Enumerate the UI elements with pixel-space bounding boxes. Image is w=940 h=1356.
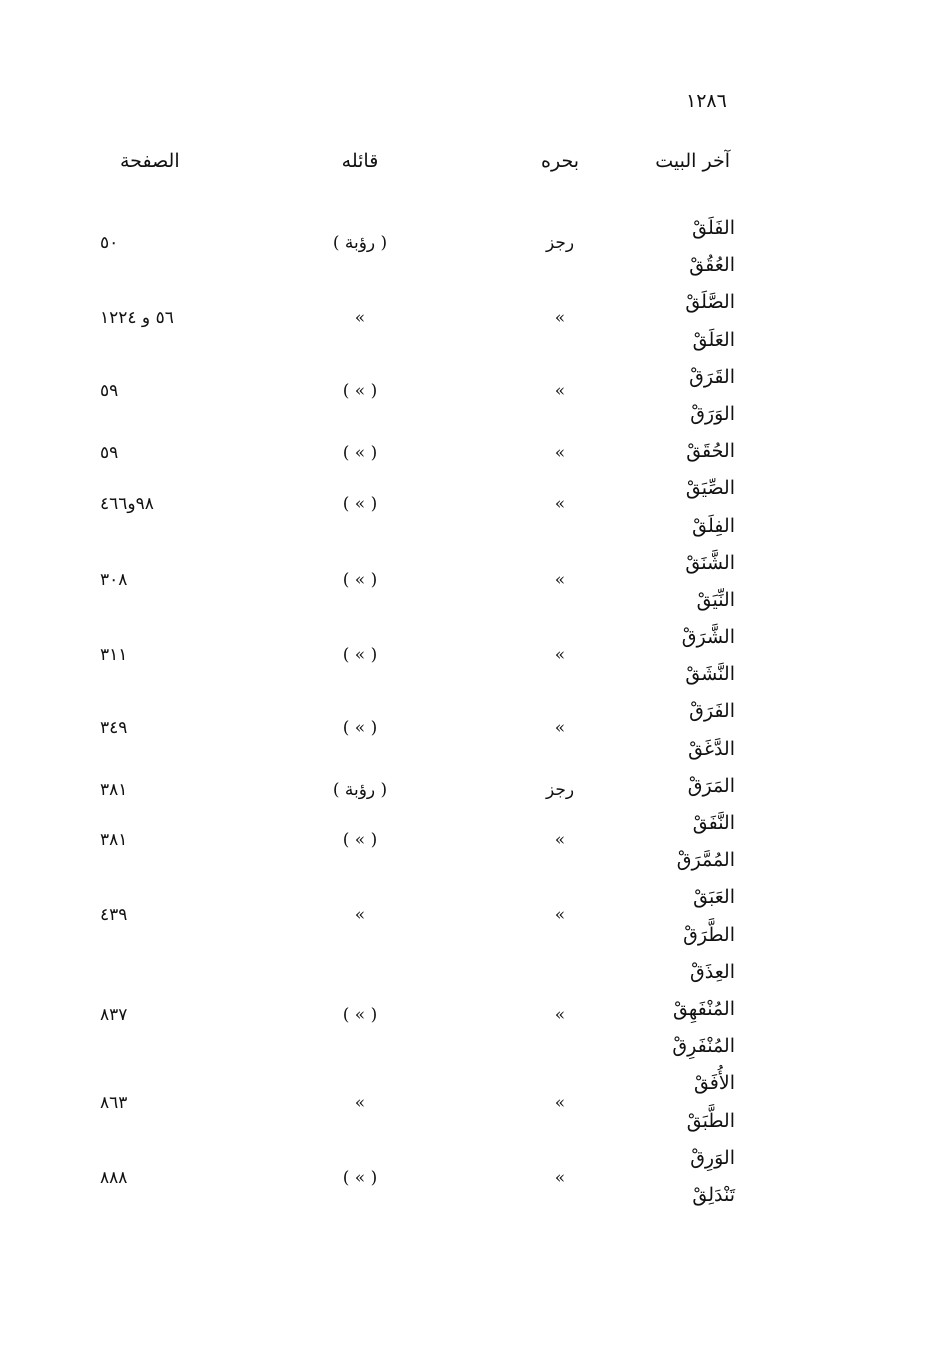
last-word: الطَّرَقْ — [683, 923, 735, 946]
entry-meter: » — [554, 905, 566, 925]
last-word: المُمَّرَقْ — [676, 849, 735, 872]
entry-page: ٥٠ — [100, 233, 119, 253]
header-page: الصفحة — [120, 150, 180, 172]
entry-meter: » — [554, 494, 566, 514]
entry-poet: ( » ) — [342, 494, 378, 514]
entry-page: ٣٨١ — [100, 780, 128, 800]
last-word: النَّشَقْ — [685, 663, 735, 686]
entry-page: ٨٨٨ — [100, 1168, 128, 1188]
entry-poet: ( » ) — [342, 645, 378, 665]
last-word-column — [615, 210, 735, 1214]
last-word: الشَّرَقْ — [681, 626, 735, 649]
entry-page: ٣١١ — [100, 645, 128, 665]
entry-meter: » — [554, 718, 566, 738]
entry-page: ٣٨١ — [100, 830, 128, 850]
entry-poet: ( » ) — [342, 443, 378, 463]
entry-meter: » — [554, 1005, 566, 1025]
entry-poet: ( » ) — [342, 570, 378, 590]
last-word: النَّفَقْ — [692, 812, 735, 834]
last-word: العَبَقْ — [693, 886, 735, 909]
entry-meter: رجز — [545, 233, 575, 253]
entry-meter: » — [554, 443, 566, 463]
last-word: الوَرِقْ — [690, 1146, 735, 1169]
entry-poet: » — [354, 308, 366, 328]
entry-poet: » — [354, 1093, 366, 1113]
last-word: العِذَقْ — [690, 960, 735, 983]
entry-poet: » — [354, 905, 366, 925]
entry-poet: ( » ) — [342, 830, 378, 850]
entry-meter: » — [554, 308, 566, 328]
last-word: الفَرَقْ — [689, 700, 735, 723]
last-word: الفَلَقْ — [692, 217, 735, 239]
entry-meter: » — [554, 645, 566, 665]
last-word: الوَرَقْ — [690, 402, 735, 425]
entry-page: ٤٣٩ — [100, 905, 128, 925]
entry-poet: ( رؤبة ) — [332, 233, 388, 253]
last-word: القَرَقْ — [689, 365, 735, 388]
last-word: العُقُقْ — [689, 254, 735, 277]
entry-meter: رجز — [545, 780, 575, 800]
entry-poet: ( » ) — [342, 1005, 378, 1025]
entry-page: ٣٤٩ — [100, 718, 128, 738]
last-word: الصِّيَقْ — [685, 477, 735, 500]
entry-meter: » — [554, 1168, 566, 1188]
last-word: الفِلَقْ — [692, 514, 735, 537]
last-word: النِّيَقْ — [696, 588, 735, 611]
last-word: الطَّبَقْ — [686, 1109, 735, 1132]
entry-poet: ( » ) — [342, 1168, 378, 1188]
header-meter: بحره — [541, 150, 579, 172]
last-word: المُنْفَرِقْ — [672, 1035, 735, 1058]
last-word: تَنْدَلِقْ — [692, 1183, 735, 1206]
entry-meter: » — [554, 381, 566, 401]
entry-meter: » — [554, 570, 566, 590]
header-poet: قائله — [341, 150, 379, 172]
entry-page: ٣٠٨ — [100, 570, 128, 590]
entry-poet: ( » ) — [342, 718, 378, 738]
entry-page: ٩٨و٤٦٦ — [100, 494, 154, 514]
last-word: الأُفَقْ — [693, 1072, 735, 1095]
entry-page: ٨٦٣ — [100, 1093, 128, 1113]
last-word: الصَّلَقْ — [685, 291, 735, 314]
last-word: الدَّغَقْ — [688, 737, 735, 760]
last-word: المَرَقْ — [687, 774, 735, 797]
page-number: ١٢٨٦ — [686, 90, 727, 112]
entry-meter: » — [554, 830, 566, 850]
last-word: الشَّنَقْ — [685, 551, 735, 574]
last-word: الحُقَقْ — [686, 440, 735, 463]
entry-meter: » — [554, 1093, 566, 1113]
entry-poet: ( » ) — [342, 381, 378, 401]
entry-poet: ( رؤبة ) — [332, 780, 388, 800]
entry-page: ٥٩ — [100, 381, 119, 401]
entry-page: ٨٣٧ — [100, 1005, 128, 1025]
entry-page: ٥٦ و ١٢٢٤ — [100, 308, 174, 328]
last-word: العَلَقْ — [692, 328, 735, 351]
header-last-word: آخر البيت — [655, 150, 730, 172]
entry-page: ٥٩ — [100, 443, 119, 463]
last-word: المُنْفَهِقْ — [672, 997, 735, 1020]
